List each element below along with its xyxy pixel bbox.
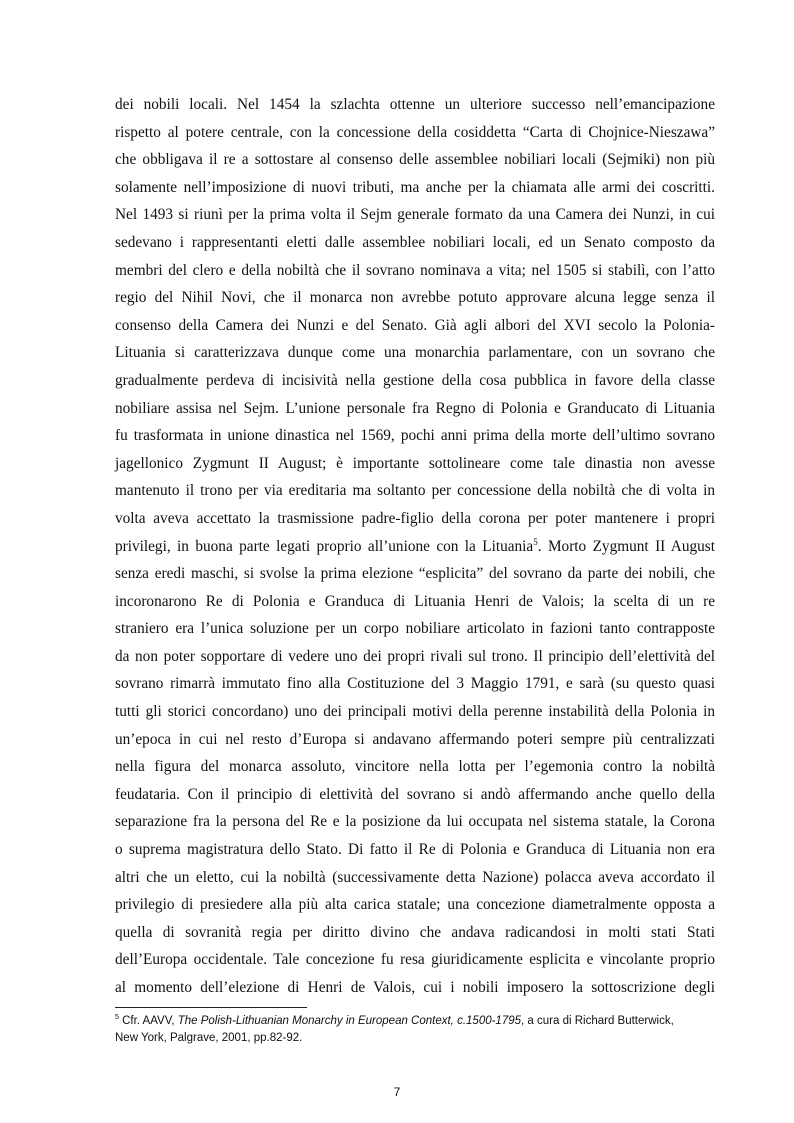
footnote-title: The Polish-Lithuanian Monarchy in European Context, c.1500-1795 — [177, 1015, 522, 1027]
footnote-suffix: , a cura di Richard Butterwick, — [521, 1015, 674, 1027]
text-line: dei nobili locali. Nel 1454 la szlachta ottenne un ulteriore successo nell’emancipazione — [115, 96, 715, 113]
text-line: Nel 1493 si riunì per la prima volta il Sejm generale formato da una Camera dei Nunzi, in cui — [115, 206, 715, 224]
text-line: privilegio di presiedere alla più alta carica statale; una concezione diametralmente opposta a — [115, 896, 715, 914]
text-line: tutti gli storici concordano) uno dei principali motivi della perenne instabilità della Polonia in — [115, 703, 715, 721]
text-line: separazione fra la persona del Re e la posizione da lui occupata nel sistema statale, la Corona — [115, 813, 715, 831]
text-line: al momento dell’elezione di Henri de Valois, cui i nobili imposero la sottoscrizione degli — [115, 979, 715, 996]
text-line: nobiliare assisa nel Sejm. L’unione personale fra Regno di Polonia e Granducato di Lituania — [115, 399, 715, 417]
text-line: che obbligava il re a sottostare al consenso delle assemblee nobiliari locali (Sejmiki) non più — [115, 151, 715, 169]
text-line: straniero era l’unica soluzione per un corpo nobiliare articolato in fazioni tanto contrapposte — [115, 620, 715, 638]
text-line: da non poter sopportare di vedere uno dei propri rivali sul trono. Il principio dell’elettività del — [115, 647, 715, 665]
footnote-prefix: Cfr. AAVV, — [118, 1015, 178, 1027]
text-line: o suprema magistratura dello Stato. Di fatto il Re di Polonia e Granduca di Lituania non era — [115, 841, 715, 859]
text-line-with-footnote-ref — [115, 533, 715, 561]
text-line: jagellonico Zygmunt II August; è importante sottolineare come tale dinastia non avesse — [115, 454, 715, 472]
text-line: fu trasformata in unione dinastica nel 1569, pochi anni prima della morte dell’ultimo sovrano — [115, 427, 715, 445]
text-line: mantenuto il trono per via ereditaria ma soltanto per concessione della nobiltà che di volta in — [115, 482, 715, 500]
text-line: senza eredi maschi, si svolse la prima elezione “esplicita” del sovrano da parte dei nobili, che — [115, 565, 715, 583]
page-number: 7 — [393, 1085, 401, 1099]
text-line: dell’Europa occidentale. Tale concezione fu resa giuridicamente esplicita e vincolante proprio — [115, 951, 715, 969]
text-line: quella di sovranità regia per diritto divino che andava radicandosi in molti stati Stati — [115, 923, 715, 941]
text-line: consenso della Camera dei Nunzi e del Senato. Già agli albori del XVI secolo la Polonia- — [115, 316, 715, 334]
text-line: membri del clero e della nobiltà che il sovrano nominava a vita; nel 1505 si stabilì, con l’atto — [115, 261, 715, 279]
text-line: sedevano i rappresentanti eletti dalle assemblee nobiliari locali, ed un Senato composto da — [115, 233, 715, 251]
text-line: feudataria. Con il principio di elettività del sovrano si andò affermando anche quello della — [115, 785, 715, 803]
text-line: rispetto al potere centrale, con la concessione della cosiddetta “Carta di Chojnice-Nieszawa” — [115, 123, 715, 141]
text-segment: privilegi, in buona parte legati proprio all’unione con la Lituania — [115, 537, 534, 555]
body-paragraph — [115, 91, 715, 1002]
text-line: gradualmente perdeva di incisività nella gestione della cosa pubblica in favore della classe — [115, 371, 715, 389]
footnote-line-2: New York, Palgrave, 2001, pp.82-92. — [115, 1032, 303, 1044]
text-segment: . Morto Zygmunt II August — [537, 537, 716, 555]
footnote — [115, 1013, 715, 1047]
footnote-line — [115, 1013, 715, 1030]
text-line: un’epoca in cui nel resto d’Europa si andavano affermando poteri sempre più centralizzati — [115, 730, 715, 748]
text-line: incoronarono Re di Polonia e Granduca di Lituania Henri de Valois; la scelta di un re — [115, 592, 715, 610]
text-line: regio del Nihil Novi, che il monarca non avrebbe potuto approvare alcuna legge senza il — [115, 289, 715, 307]
text-line: solamente nell’imposizione di nuovi tributi, ma anche per la chiamata alle armi dei coscritti. — [115, 178, 715, 196]
text-line: volta aveva accettato la trasmissione padre-figlio della corona per poter mantenere i propri — [115, 509, 715, 527]
text-line: nella figura del monarca assoluto, vincitore nella lotta per l’egemonia contro la nobiltà — [115, 758, 715, 776]
footnote-number: 5 — [115, 1014, 119, 1022]
text-line: Lituania si caratterizzava dunque come una monarchia parlamentare, con un sovrano che — [115, 344, 715, 362]
footnote-separator — [115, 1007, 307, 1008]
footnote-reference[interactable]: 5 — [533, 536, 538, 547]
text-line: altri che un eletto, cui la nobiltà (successivamente detta Nazione) polacca aveva accordato il — [115, 868, 715, 886]
text-line: sovrano rimarrà immutato fino alla Costituzione del 3 Maggio 1791, e sarà (su questo quasi — [115, 675, 715, 693]
